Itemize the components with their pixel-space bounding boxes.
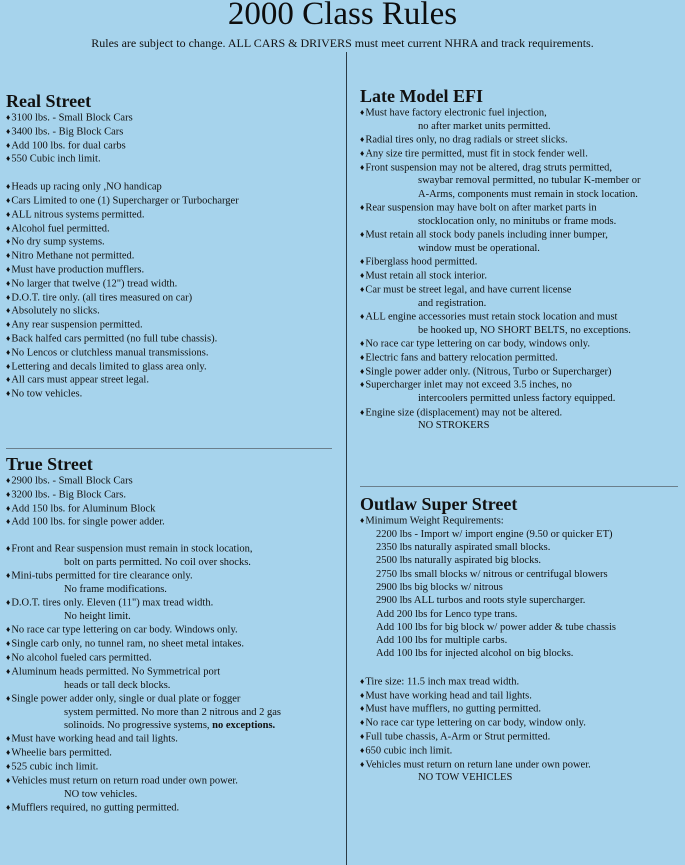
weight-item: ♦ 3400 lbs. - Big Block Cars [6, 125, 340, 139]
rule-item: ♦ No alcohol fueled cars permitted. [6, 651, 340, 665]
real-street-weights [6, 111, 340, 166]
rule-item: ♦ No Lencos or clutchless manual transmissions. [6, 346, 340, 360]
rule-item: ♦ Cars Limited to one (1) Supercharger or Turbocharger [6, 194, 340, 208]
rule-item: ♦ Lettering and decals limited to glass area only. [6, 360, 340, 374]
rule-item: ♦ Front and Rear suspension must remain in stock location, [6, 542, 340, 556]
weight-item: ♦ Add 100 lbs. for dual carbs [6, 139, 340, 153]
rule-item: ♦ 525 cubic inch limit. [6, 760, 340, 774]
rule-item: ♦ 650 cubic inch limit. [360, 744, 684, 758]
rule-item: ♦ Alcohol fuel permitted. [6, 222, 340, 236]
rule-item-continuation: NO TOW VEHICLES [418, 772, 513, 784]
rule-item: ♦ Single power adder only. (Nitrous, Turbo or Supercharger) [360, 365, 684, 379]
section-true-street [6, 454, 340, 815]
rule-item-continuation: stocklocation only, no minitubs or frame mods. [418, 215, 617, 227]
rule-item: ♦ D.O.T. tires only. Eleven (11") max tread width. [6, 596, 340, 610]
rule-item: ♦ Mini-tubs permitted for tire clearance only. [6, 569, 340, 583]
rule-item: ♦ No race car type lettering on car body, windows only. [360, 337, 684, 351]
weight-item: Add 100 lbs for big block w/ power adder & tube chassis [376, 621, 616, 633]
rule-item: ♦ Front suspension may not be altered, drag struts permitted, [360, 161, 684, 175]
weight-item: 2500 lbs naturally aspirated big blocks. [376, 555, 542, 567]
weight-item: 2900 lbs ALL turbos and roots style supercharger. [376, 595, 586, 607]
outlaw-weights [360, 528, 684, 661]
weight-item: ♦ 3200 lbs. - Big Block Cars. [6, 488, 340, 502]
rule-item: ♦ Mufflers required, no gutting permitted. [6, 801, 340, 815]
rule-item: ♦ Must have working head and tail lights. [360, 689, 684, 703]
section-late-model-efi [360, 86, 684, 433]
rule-item: ♦ Vehicles must return on return lane under own power. [360, 758, 684, 772]
rule-item: ♦ Radial tires only, no drag radials or street slicks. [360, 133, 684, 147]
section-title-outlaw-super-street: Outlaw Super Street [360, 494, 518, 514]
true-street-weights [6, 474, 340, 529]
late-model-efi-rules [360, 106, 684, 433]
weight-item: 2750 lbs small blocks w/ nitrous or centrifugal blowers [376, 568, 608, 580]
section-divider-right [360, 486, 678, 487]
weight-item: 2200 lbs - Import w/ import engine (9.50 or quicker ET) [376, 528, 613, 540]
rule-item: ♦ Car must be street legal, and have current license [360, 283, 684, 297]
rule-item: ♦ No tow vehicles. [6, 387, 340, 401]
rule-item-continuation: window must be operational. [418, 242, 540, 254]
rule-item: ♦ No dry sump systems. [6, 235, 340, 249]
outlaw-weights-heading-list [360, 514, 684, 528]
section-outlaw-super-street [360, 494, 684, 785]
section-title-late-model-efi: Late Model EFI [360, 86, 483, 106]
rule-item-continuation: swaybar removal permitted, no tubular K-member or A-Arms, components must remain in stock location. [418, 175, 641, 200]
weight-item: Add 100 lbs for injected alcohol on big blocks. [376, 648, 574, 660]
weight-item: ♦ Add 150 lbs. for Aluminum Block [6, 502, 340, 516]
outlaw-weights-heading: ♦ Minimum Weight Requirements: [360, 514, 684, 528]
rule-item: ♦ Must have production mufflers. [6, 263, 340, 277]
weight-item: Add 100 lbs for multiple carbs. [376, 635, 508, 647]
rule-item-continuation: NO tow vehicles. [64, 788, 138, 800]
rule-item: ♦ Single carb only, no tunnel ram, no sheet metal intakes. [6, 637, 340, 651]
weight-item: Add 200 lbs for Lenco type trans. [376, 608, 518, 620]
section-divider-left [6, 448, 332, 449]
rule-item: ♦ Must have working head and tail lights. [6, 732, 340, 746]
weight-item: ♦ 3100 lbs. - Small Block Cars [6, 111, 340, 125]
rule-item-continuation: and registration. [418, 297, 487, 309]
rule-item: ♦ All cars must appear street legal. [6, 373, 340, 387]
rule-emphasis: no exceptions. [212, 720, 276, 732]
rule-item: ♦ ALL engine accessories must retain stock location and must [360, 310, 684, 324]
rule-item: ♦ Engine size (displacement) may not be altered. [360, 406, 684, 420]
rule-item: ♦ No larger that twelve (12") tread width. [6, 277, 340, 291]
column-divider [346, 52, 347, 865]
section-title-true-street: True Street [6, 454, 93, 474]
rule-item: ♦ Any size tire permitted, must fit in stock fender well. [360, 147, 684, 161]
real-street-rules [6, 180, 340, 401]
rule-item: ♦ Wheelie bars permitted. [6, 746, 340, 760]
rule-item: ♦ D.O.T. tire only. (all tires measured on car) [6, 291, 340, 305]
rule-item-continuation: system permitted. No more than 2 nitrous and 2 gas solinoids. No progressive systems, no exceptions. [64, 706, 281, 732]
rule-item: ♦ Full tube chassis, A-Arm or Strut permitted. [360, 730, 684, 744]
rule-item-continuation: no after market units permitted. [418, 120, 551, 132]
weight-item: ♦ 2900 lbs. - Small Block Cars [6, 474, 340, 488]
rule-item-continuation: heads or tall deck blocks. [64, 679, 171, 691]
rule-item: ♦ ALL nitrous systems permitted. [6, 208, 340, 222]
rule-item: ♦ Back halfed cars permitted (no full tube chassis). [6, 332, 340, 346]
rule-item: ♦ Heads up racing only ,NO handicap [6, 180, 340, 194]
rule-item: ♦ No race car type lettering on car body, window only. [360, 716, 684, 730]
rule-item: ♦ Vehicles must return on return road under own power. [6, 774, 340, 788]
weight-item: ♦ 550 Cubic inch limit. [6, 152, 340, 166]
rule-item-continuation: be hooked up, NO SHORT BELTS, no exceptions. [418, 324, 631, 336]
section-real-street [6, 91, 340, 401]
rule-item-continuation: bolt on parts permitted. No coil over shocks. [64, 556, 251, 568]
weight-item: 2900 lbs big blocks w/ nitrous [376, 581, 503, 593]
rule-item: ♦ Any rear suspension permitted. [6, 318, 340, 332]
rule-item: ♦ Aluminum heads permitted. No Symmetrical port [6, 665, 340, 679]
rule-item: ♦ Nitro Methane not permitted. [6, 249, 340, 263]
outlaw-rules [360, 675, 684, 785]
rule-item: ♦ Single power adder only, single or dual plate or fogger [6, 692, 340, 706]
weight-item: 2350 lbs naturally aspirated small blocks. [376, 542, 551, 554]
rule-item: ♦ Rear suspension may have bolt on after market parts in [360, 201, 684, 215]
rule-item: ♦ Must have mufflers, no gutting permitted. [360, 702, 684, 716]
rule-item-continuation: No height limit. [64, 611, 131, 623]
rule-item: ♦ Tire size: 11.5 inch max tread width. [360, 675, 684, 689]
rule-item: ♦ Electric fans and battery relocation permitted. [360, 351, 684, 365]
section-title-real-street: Real Street [6, 91, 92, 111]
page-subtitle: Rules are subject to change. ALL CARS & DRIVERS must meet current NHRA and track requirements. [91, 36, 594, 50]
rule-item: ♦ Must retain all stock body panels including inner bumper, [360, 228, 684, 242]
rule-item: ♦ Supercharger inlet may not exceed 3.5 inches, no [360, 378, 684, 392]
rule-item-continuation: NO STROKERS [418, 420, 490, 432]
page-title: 2000 Class Rules [227, 0, 458, 32]
rule-item: ♦ Must have factory electronic fuel injection, [360, 106, 684, 120]
true-street-rules [6, 542, 340, 814]
rule-item: ♦ No race car type lettering on car body. Windows only. [6, 623, 340, 637]
rule-item-continuation: No frame modifications. [64, 584, 167, 596]
rule-item: ♦ Must retain all stock interior. [360, 269, 684, 283]
rule-item-continuation: intercoolers permitted unless factory equipped. [418, 393, 616, 405]
rule-item: ♦ Fiberglass hood permitted. [360, 255, 684, 269]
weight-item: ♦ Add 100 lbs. for single power adder. [6, 515, 340, 529]
rule-item: ♦ Absolutely no slicks. [6, 304, 340, 318]
